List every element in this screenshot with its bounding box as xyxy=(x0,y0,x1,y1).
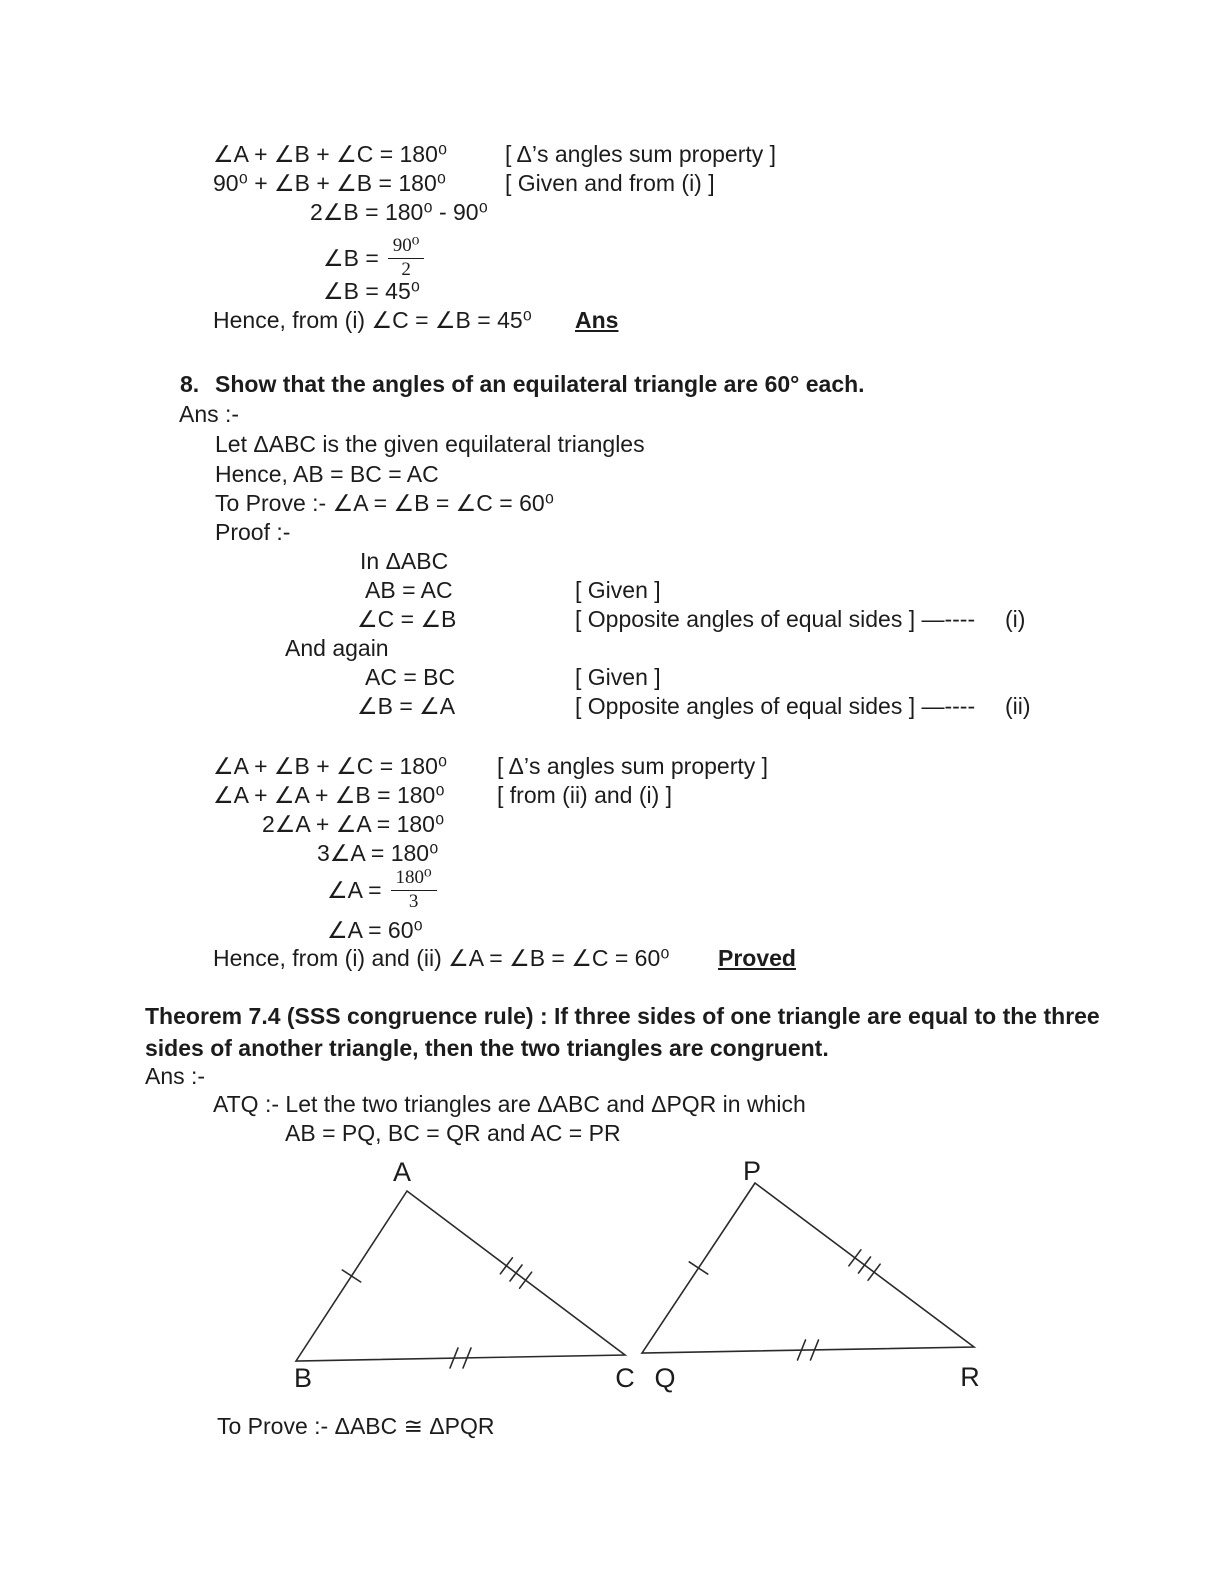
ans-badge: Ans xyxy=(575,307,619,333)
equation-comment: [ Δ’s angles sum property ] xyxy=(497,753,769,779)
proof-step xyxy=(365,663,661,691)
equation-line xyxy=(310,198,488,226)
statement-line: Hence, AB = BC = AC xyxy=(215,461,439,487)
triangle-pqr-outline xyxy=(642,1183,974,1353)
tick-marks-side-ac xyxy=(500,1258,531,1288)
equation-comment: [ Opposite angles of equal sides ] —---- xyxy=(575,693,976,719)
equation-line xyxy=(323,277,420,305)
given-sides-line: AB = PQ, BC = QR and AC = PR xyxy=(285,1120,621,1146)
conclusion-line xyxy=(213,944,796,972)
equation-text: AB = AC xyxy=(365,577,453,603)
proof-step xyxy=(357,605,1026,633)
tick-mark-side-pq xyxy=(689,1262,707,1274)
equation-text: 2∠B = 180⁰ - 90⁰ xyxy=(310,199,488,225)
question-number: 8. xyxy=(180,371,200,397)
to-prove-line: To Prove :- ∠A = ∠B = ∠C = 60⁰ xyxy=(215,490,554,516)
question-title: Show that the angles of an equilateral triangle are 60° each. xyxy=(215,371,865,397)
equation-text: 90⁰ + ∠B + ∠B = 180⁰ xyxy=(213,170,446,196)
conclusion-text: Hence, from (i) and (ii) ∠A = ∠B = ∠C = 60⁰ xyxy=(213,945,670,971)
fraction-numerator: 90⁰ xyxy=(388,236,425,259)
equation-text: ∠A + ∠A + ∠B = 180⁰ xyxy=(213,782,445,808)
equation-line xyxy=(213,752,769,780)
tick-mark-side-ab xyxy=(342,1270,360,1282)
vertex-label-q: Q xyxy=(654,1363,676,1393)
equation-text: ∠B = ∠A xyxy=(357,693,456,719)
equation-text: AC = BC xyxy=(365,664,456,690)
equation-ref: (i) xyxy=(1005,606,1026,632)
equation-comment: [ from (ii) and (i) ] xyxy=(497,782,673,808)
equation-line-fraction xyxy=(327,865,437,915)
equation-comment: [ Δ’s angles sum property ] xyxy=(505,141,777,167)
equation-line: ∠A = 60⁰ xyxy=(327,917,423,943)
fraction-denominator: 2 xyxy=(401,258,411,280)
fraction-numerator: 180⁰ xyxy=(391,868,437,891)
equation-text: ∠A + ∠B + ∠C = 180⁰ xyxy=(213,141,448,167)
vertex-label-b: B xyxy=(293,1363,313,1393)
proof-step xyxy=(357,692,1031,720)
equation-line-fraction xyxy=(323,233,424,283)
statement-line: Let ΔABC is the given equilateral triangles xyxy=(215,431,645,457)
equation-line xyxy=(213,781,673,809)
equation-comment: [ Opposite angles of equal sides ] —---- xyxy=(575,606,976,632)
proved-badge: Proved xyxy=(718,945,796,971)
atq-line: ATQ :- Let the two triangles are ΔABC and ΔPQR in which xyxy=(213,1091,806,1117)
equation-line xyxy=(213,140,777,168)
equation-text: ∠C = ∠B xyxy=(357,606,457,632)
equation-comment: [ Given ] xyxy=(575,577,661,603)
vertex-label-a: A xyxy=(392,1157,412,1187)
equation-line: 3∠A = 180⁰ xyxy=(317,840,439,866)
proof-step xyxy=(365,576,661,604)
equation-text: ∠A + ∠B + ∠C = 180⁰ xyxy=(213,753,448,779)
equation-comment: [ Given and from (i) ] xyxy=(505,170,715,196)
fraction-denominator: 3 xyxy=(408,890,419,912)
triangle-abc-outline xyxy=(296,1191,625,1361)
vertex-label-p: P xyxy=(742,1156,762,1186)
triangles-diagram xyxy=(0,1140,1224,1410)
to-prove-line: To Prove :- ΔABC ≅ ΔPQR xyxy=(217,1413,495,1439)
proof-step: And again xyxy=(285,635,389,661)
equation-ref: (ii) xyxy=(1005,693,1031,719)
proof-step: In ΔABC xyxy=(360,548,449,574)
vertex-label-c: C xyxy=(615,1363,635,1393)
answer-label: Ans :- xyxy=(145,1063,206,1089)
proof-label: Proof :- xyxy=(215,519,291,545)
theorem-title-line2: sides of another triangle, then the two triangles are congruent. xyxy=(145,1035,829,1061)
fraction xyxy=(391,868,437,913)
theorem-title-line1: Theorem 7.4 (SSS congruence rule) : If three sides of one triangle are equal to the three xyxy=(145,1003,1100,1029)
equation-line: 2∠A + ∠A = 180⁰ xyxy=(262,811,445,837)
answer-label: Ans :- xyxy=(179,401,240,427)
conclusion-line xyxy=(213,306,619,334)
equation-text: ∠B = 45⁰ xyxy=(323,278,420,304)
conclusion-text: Hence, from (i) ∠C = ∠B = 45⁰ xyxy=(213,307,532,333)
vertex-label-r: R xyxy=(960,1362,980,1392)
equation-line xyxy=(213,169,715,197)
tick-marks-side-pr xyxy=(849,1250,880,1280)
fraction xyxy=(388,236,425,281)
equation-text: ∠A = xyxy=(327,877,382,903)
equation-comment: [ Given ] xyxy=(575,664,661,690)
equation-text: ∠B = xyxy=(323,245,379,271)
